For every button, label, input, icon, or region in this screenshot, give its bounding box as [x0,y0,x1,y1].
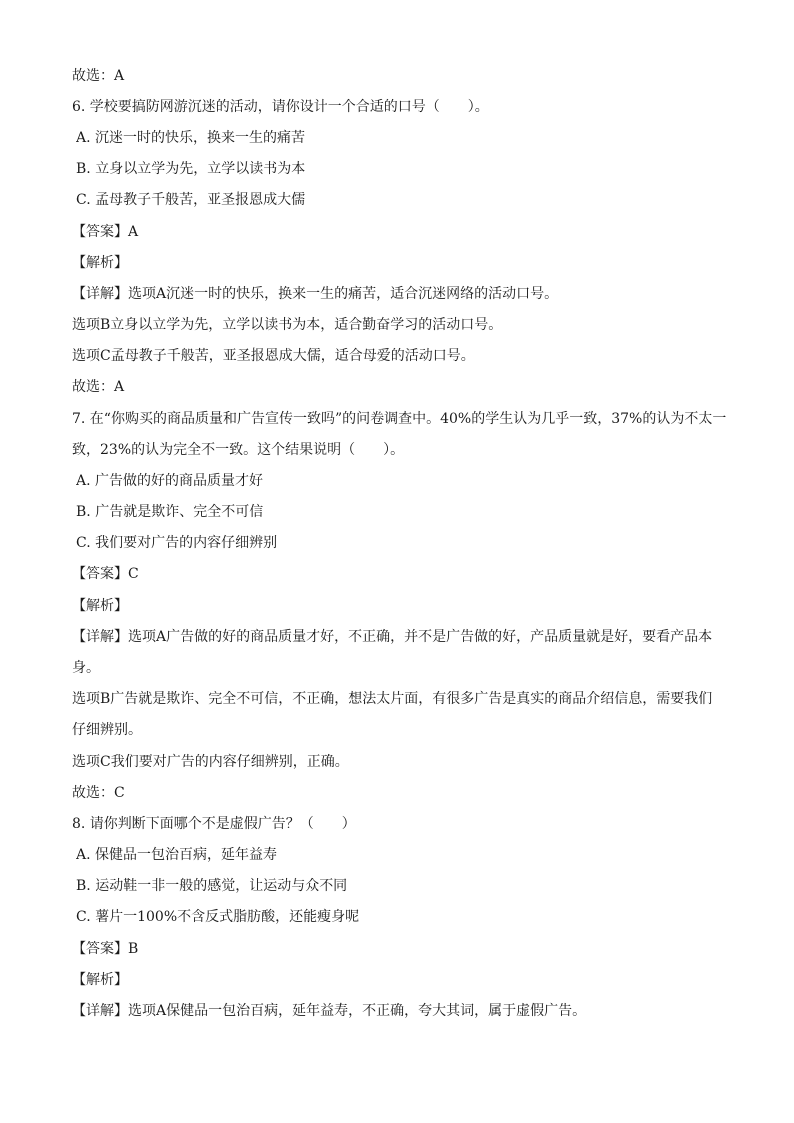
q8-answer: 【答案】B [72,941,139,957]
q7-stem: 7. 在“你购买的商品质量和广告宣传一致吗”的问卷调查中。40%的学生认为几乎一致，37%的认为不太一 [72,411,727,427]
q8-detail-line: 【详解】选项A保健品一包治百病，延年益寿，不正确，夸大其词，属于虚假广告。 [72,1003,587,1019]
q8-option-a: A. 保健品一包治百病，延年益寿 [76,847,278,863]
q8-option-c: C. 薯片一100%不含反式脂肪酸，还能瘦身呢 [76,909,360,925]
q6-stem: 6. 学校要搞防网游沉迷的活动，请你设计一个合适的口号（ ）。 [72,99,489,115]
q7-option-b: B. 广告就是欺诈、完全不可信 [76,504,264,520]
q6-detail-line: 选项C孟母教子千般苦，亚圣报恩成大儒，适合母爱的活动口号。 [72,348,475,364]
q8-analysis-label: 【解析】 [72,972,128,988]
q6-detail-line: 选项B立身以立学为先，立学以读书为本，适合勤奋学习的活动口号。 [72,317,503,333]
q7-detail-line: 选项C我们要对广告的内容仔细辨别，正确。 [72,754,349,770]
q8-stem: 8. 请你判断下面哪个不是虚假广告？（ ） [72,816,356,832]
q7-option-a: A. 广告做的好的商品质量才好 [76,473,264,489]
q7-final-choice: 故选：C [72,785,125,801]
q6-option-b: B. 立身以立学为先，立学以读书为本 [76,161,306,177]
q7-detail-line: 【详解】选项A广告做的好的商品质量才好，不正确，并不是广告做的好，产品质量就是好，要看产品本 [72,629,713,645]
q7-answer: 【答案】C [72,566,139,582]
q6-option-c: C. 孟母教子千般苦，亚圣报恩成大儒 [76,192,306,208]
q6-final-choice: 故选：A [72,379,125,395]
q6-analysis-label: 【解析】 [72,255,128,271]
q7-detail-line: 身。 [72,660,100,676]
q7-detail-line: 仔细辨别。 [72,722,142,738]
q5-final-choice: 故选：A [72,68,125,84]
q7-stem-continued: 致，23%的认为完全不一致。这个结果说明（ ）。 [72,442,405,458]
q6-option-a: A. 沉迷一时的快乐，换来一生的痛苦 [76,130,306,146]
q6-answer: 【答案】A [72,224,139,240]
q7-option-c: C. 我们要对广告的内容仔细辨别 [76,535,278,551]
q6-detail-line: 【详解】选项A沉迷一时的快乐，换来一生的痛苦，适合沉迷网络的活动口号。 [72,286,559,302]
q7-analysis-label: 【解析】 [72,598,128,614]
q7-detail-line: 选项B广告就是欺诈、完全不可信，不正确，想法太片面，有很多广告是真实的商品介绍信息，需要我们 [72,691,713,707]
q8-option-b: B. 运动鞋一非一般的感觉，让运动与众不同 [76,878,348,894]
